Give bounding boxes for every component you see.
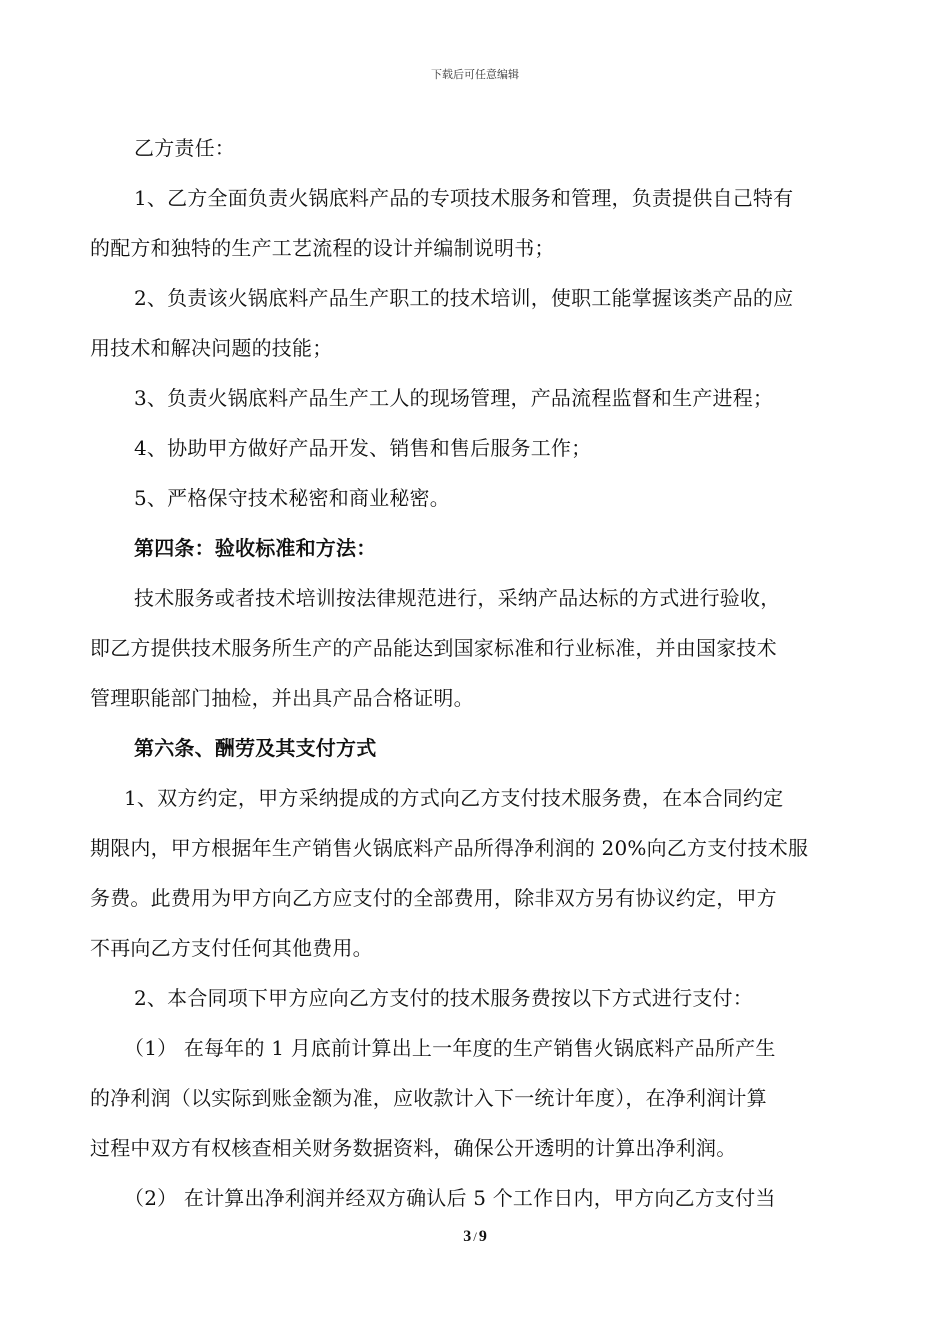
page-current: 3 [463,1228,472,1245]
paragraph-line: 3、负责火锅底料产品生产工人的现场管理，产品流程监督和生产进程； [134,386,774,410]
paragraph-line: （2） 在计算出净利润并经双方确认后 5 个工作日内，甲方向乙方支付当 [124,1186,776,1210]
paragraph-line: 的配方和独特的生产工艺流程的设计并编制说明书； [90,236,555,260]
page-total: 9 [478,1228,487,1245]
paragraph-line: 1、双方约定，甲方采纳提成的方式向乙方支付技术服务费，在本合同约定 [124,786,784,810]
article-4-heading: 第四条：验收标准和方法： [134,536,377,560]
paragraph-line: 5、严格保守技术秘密和商业秘密。 [134,486,450,510]
article-6-heading: 第六条、酬劳及其支付方式 [134,736,377,760]
paragraph-line: 的净利润（以实际到账金额为准，应收款计入下一统计年度），在净利润计算 [90,1086,767,1110]
paragraph-line: （1） 在每年的 1 月底前计算出上一年度的生产销售火锅底料产品所产生 [124,1036,776,1060]
paragraph-line: 2、本合同项下甲方应向乙方支付的技术服务费按以下方式进行支付： [134,986,753,1010]
page-header-note: 下载后可任意编辑 [431,68,519,81]
paragraph-line: 1、乙方全面负责火锅底料产品的专项技术服务和管理，负责提供自己特有 [134,186,794,210]
page-number [0,1228,950,1246]
paragraph-line: 技术服务或者技术培训按法律规范进行，采纳产品达标的方式进行验收， [134,586,781,610]
paragraph-line: 管理职能部门抽检，并出具产品合格证明。 [90,686,474,710]
paragraph-line: 不再向乙方支付任何其他费用。 [90,936,373,960]
paragraph-line: 过程中双方有权核查相关财务数据资料，确保公开透明的计算出净利润。 [90,1136,737,1160]
paragraph-line: 4、协助甲方做好产品开发、销售和售后服务工作； [134,436,592,460]
paragraph-line: 期限内，甲方根据年生产销售火锅底料产品所得净利润的 20%向乙方支付技术服 [90,836,809,860]
paragraph-line: 2、负责该火锅底料产品生产职工的技术培训，使职工能掌握该类产品的应 [134,286,794,310]
paragraph-line: 用技术和解决问题的技能； [90,336,333,360]
paragraph-line: 务费。此费用为甲方向乙方应支付的全部费用，除非双方另有协议约定，甲方 [90,886,777,910]
paragraph-line: 即乙方提供技术服务所生产的产品能达到国家标准和行业标准，并由国家技术 [90,636,777,660]
page-separator: / [473,1229,477,1244]
section-heading-party-b-duties: 乙方责任： [134,136,235,160]
